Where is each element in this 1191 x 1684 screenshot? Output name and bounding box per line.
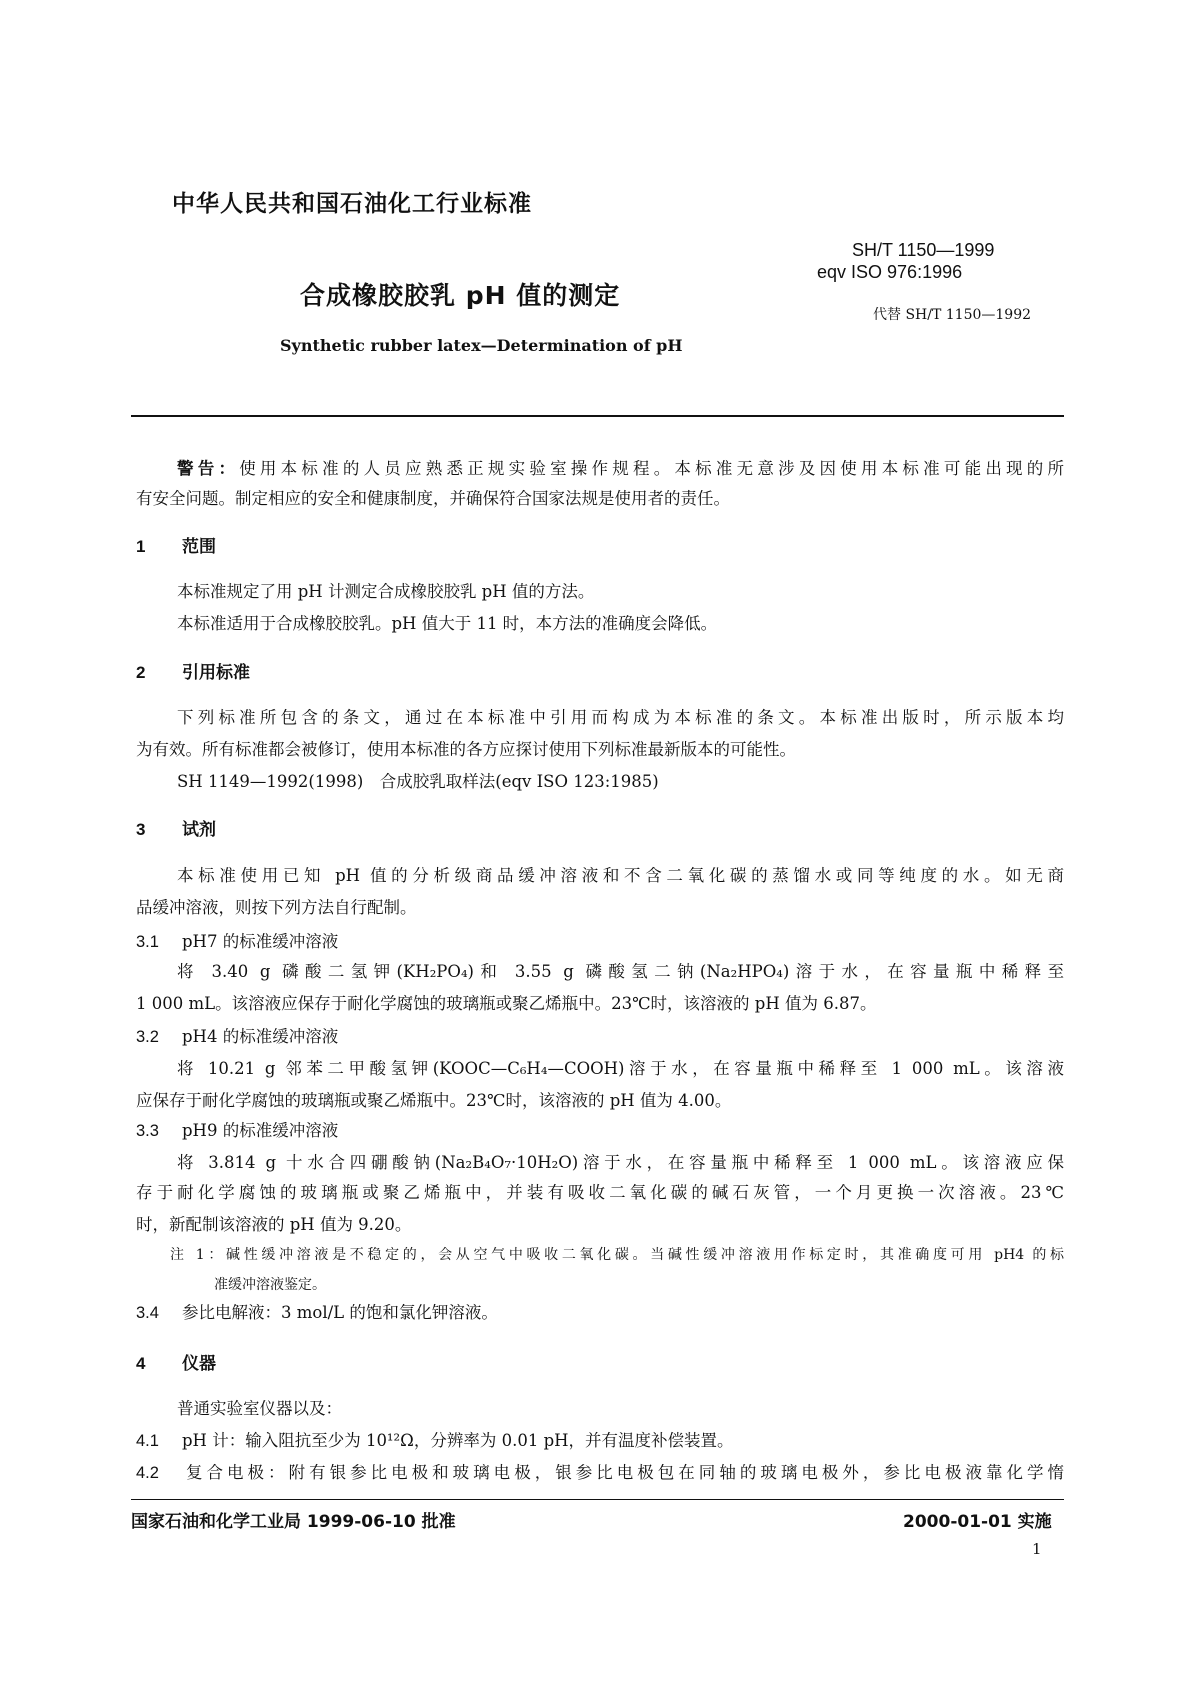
- approval-date: 国家石油和化学工业局 1999-06-10 批准: [131, 1512, 456, 1532]
- clause-number: 4.2: [136, 1464, 159, 1482]
- page-number: 1: [1032, 1540, 1042, 1558]
- body-line: [136, 488, 730, 510]
- body-line: [177, 865, 1064, 887]
- line-text: 注 1：碱性缓冲溶液是不稳定的，会从空气中吸收二氧化碳。当碱性缓冲溶液用作标定时，其准确度可用 pH4 的标: [170, 1247, 1064, 1263]
- body-line: [177, 581, 594, 603]
- document-title-en: Synthetic rubber latex—Determination of pH: [280, 336, 683, 355]
- section-heading: [136, 819, 216, 841]
- line-text: 为有效。所有标准都会被修订，使用本标准的各方应探讨使用下列标准最新版本的可能性。: [136, 740, 796, 759]
- clause-number: 3.4: [136, 1304, 159, 1322]
- body-line: [136, 1090, 731, 1112]
- section-heading: [136, 662, 250, 684]
- line-text: 使用本标准的人员应熟悉正规实验室操作规程。本标准无意涉及因使用本标准可能出现的所: [239, 459, 1064, 478]
- standard-code: SH/T 1150—1999: [852, 240, 995, 260]
- subsection-line: [136, 1302, 498, 1324]
- line-text: 本标准规定了用 pH 计测定合成橡胶胶乳 pH 值的方法。: [177, 582, 595, 601]
- line-text: 存于耐化学腐蚀的玻璃瓶或聚乙烯瓶中，并装有吸收二氧化碳的碱石灰管，一个月更换一次溶液。23℃: [136, 1183, 1064, 1202]
- line-text: 试剂: [182, 820, 216, 840]
- clause-number: 2: [136, 663, 146, 682]
- line-text: 范围: [182, 537, 216, 557]
- line-text: 时，新配制该溶液的 pH 值为 9.20。: [136, 1215, 412, 1234]
- line-text: 1 000 mL。该溶液应保存于耐化学腐蚀的玻璃瓶或聚乙烯瓶中。23℃时，该溶液的 pH 值为 6.87。: [136, 994, 877, 1013]
- line-text: SH 1149—1992(1998) 合成胶乳取样法(eqv ISO 123:1985): [177, 772, 659, 791]
- line-text: 参比电解液：3 mol/L 的饱和氯化钾溶液。: [182, 1303, 498, 1322]
- line-text: 普通实验室仪器以及：: [177, 1399, 342, 1418]
- line-text: 引用标准: [182, 663, 250, 683]
- body-line: [177, 458, 1064, 480]
- clause-number: 3: [136, 820, 146, 839]
- clause-number: 3.2: [136, 1028, 159, 1046]
- line-text: pH4 的标准缓冲溶液: [182, 1027, 339, 1046]
- line-text: pH7 的标准缓冲溶液: [182, 932, 339, 951]
- body-line: [136, 739, 796, 761]
- body-line: [177, 613, 717, 635]
- clause-number: 4.1: [136, 1432, 159, 1450]
- effective-date: 2000-01-01 实施: [903, 1512, 1052, 1532]
- line-text: 品缓冲溶液，则按下列方法自行配制。: [136, 898, 417, 917]
- document-title-cn: 合成橡胶胶乳 pH 值的测定: [300, 281, 621, 310]
- line-text: 将 3.40 g 磷酸二氢钾(KH₂PO₄)和 3.55 g 磷酸氢二钠(Na₂HPO₄)溶于水，在容量瓶中稀释至: [177, 962, 1064, 981]
- section-heading: [136, 536, 216, 558]
- line-text: pH9 的标准缓冲溶液: [182, 1121, 339, 1140]
- body-line: [177, 707, 1064, 729]
- line-text: pH 计：输入阻抗至少为 10¹²Ω，分辨率为 0.01 pH，并有温度补偿装置。: [182, 1431, 734, 1450]
- body-line: [177, 771, 659, 793]
- footer-divider: [131, 1499, 1064, 1500]
- body-line: [177, 1058, 1064, 1080]
- line-text: 将 3.814 g 十水合四硼酸钠(Na₂B₄O₇·10H₂O)溶于水，在容量瓶中稀释至 1 000 mL。该溶液应保: [177, 1153, 1064, 1172]
- line-text: 准缓冲溶液鉴定。: [214, 1277, 326, 1293]
- clause-number: 1: [136, 537, 146, 556]
- subsection-line: [136, 1430, 734, 1452]
- subsection-line: [136, 931, 338, 953]
- subsection-line: [136, 1462, 1064, 1484]
- line-text: 本标准适用于合成橡胶胶乳。pH 值大于 11 时，本方法的准确度会降低。: [177, 614, 718, 633]
- line-text: 将 10.21 g 邻苯二甲酸氢钾(KOOC—C₆H₄—COOH)溶于水，在容量瓶中稀释至 1 000 mL。该溶液: [177, 1059, 1064, 1078]
- body-line: [136, 1182, 1064, 1204]
- line-text: 复合电极：附有银参比电极和玻璃电极，银参比电极包在同轴的玻璃电极外，参比电极液靠化学惰: [182, 1463, 1064, 1482]
- header-divider: [131, 415, 1064, 417]
- body-line: [136, 993, 876, 1015]
- equivalent-standard: eqv ISO 976:1996: [817, 262, 963, 282]
- body-line: [136, 897, 417, 919]
- note-line: [170, 1244, 1064, 1266]
- warning-label: 警告：: [177, 459, 240, 478]
- replaced-standard: 代替 SH/T 1150—1992: [873, 307, 1032, 323]
- clause-number: 4: [136, 1354, 146, 1373]
- note-line: [214, 1274, 326, 1296]
- line-text: 仪器: [182, 1354, 216, 1374]
- clause-number: 3.3: [136, 1122, 159, 1140]
- section-heading: [136, 1353, 216, 1375]
- line-text: 下列标准所包含的条文，通过在本标准中引用而构成为本标准的条文。本标准出版时，所示版本均: [177, 708, 1064, 727]
- line-text: 有安全问题。制定相应的安全和健康制度，并确保符合国家法规是使用者的责任。: [136, 489, 730, 508]
- subsection-line: [136, 1120, 338, 1142]
- line-text: 应保存于耐化学腐蚀的玻璃瓶或聚乙烯瓶中。23℃时，该溶液的 pH 值为 4.00。: [136, 1091, 732, 1110]
- line-text: 本标准使用已知 pH 值的分析级商品缓冲溶液和不含二氧化碳的蒸馏水或同等纯度的水。如无商: [177, 866, 1064, 885]
- subsection-line: [136, 1026, 338, 1048]
- issuing-body-title: 中华人民共和国石油化工行业标准: [172, 191, 532, 217]
- body-line: [177, 1398, 342, 1420]
- body-line: [177, 961, 1064, 983]
- body-line: [177, 1152, 1064, 1174]
- body-line: [136, 1214, 411, 1236]
- clause-number: 3.1: [136, 933, 159, 951]
